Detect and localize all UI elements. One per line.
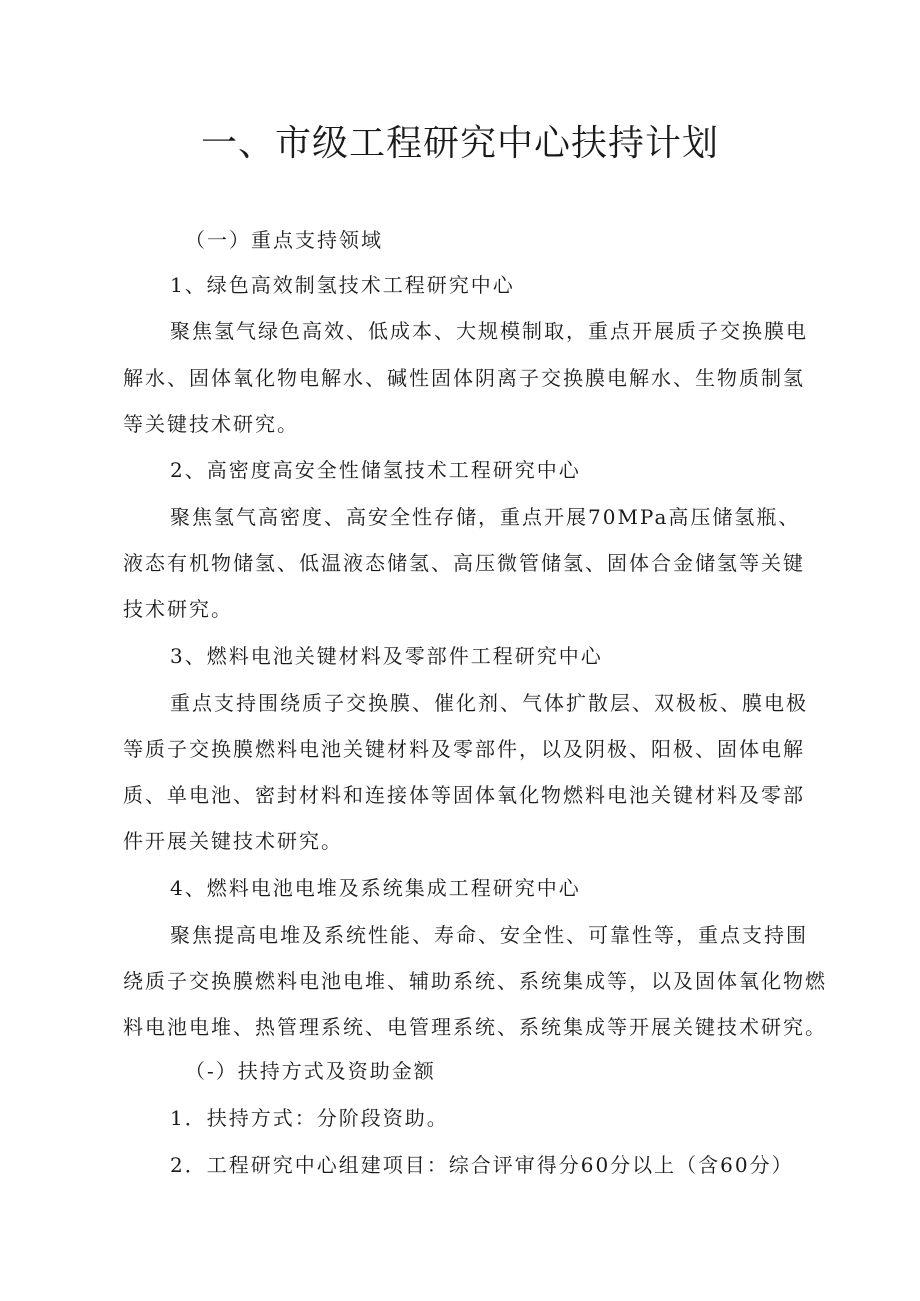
section-heading-key-areas: （一）重点支持领域: [185, 228, 383, 252]
support-line-1: 1．扶持方式：分阶段资助。: [170, 1106, 449, 1130]
item-3-line-3: 质、单电池、密封材料和连接体等固体氧化物燃料电池关键材料及零部: [123, 783, 805, 807]
section-heading-support-method: （-）扶持方式及资助金额: [185, 1059, 436, 1083]
support-line-2: 2．工程研究中心组建项目：综合评审得分60分以上（含60分）: [170, 1153, 794, 1177]
item-4-line-2: 绕质子交换膜燃料电池电堆、辅助系统、系统集成等，以及固体氧化物燃: [123, 969, 827, 993]
item-4-line-1: 聚焦提高电堆及系统性能、寿命、安全性、可靠性等，重点支持围: [170, 923, 808, 947]
item-1-line-1: 聚焦氢气绿色高效、低成本、大规模制取，重点开展质子交换膜电: [170, 319, 808, 343]
item-3-line-4: 件开展关键技术研究。: [123, 829, 343, 853]
item-2-line-3: 技术研究。: [123, 597, 233, 621]
item-2-line-1: 聚焦氢气高密度、高安全性存储，重点开展70MPa高压储氢瓶、: [170, 505, 801, 529]
item-1-line-3: 等关键技术研究。: [123, 412, 299, 436]
item-heading-2: 2、高密度高安全性储氢技术工程研究中心: [170, 458, 581, 482]
item-heading-1: 1、绿色高效制氢技术工程研究中心: [170, 273, 515, 297]
item-2-line-2: 液态有机物储氢、低温液态储氢、高压微管储氢、固体合金储氢等关键: [123, 551, 805, 575]
item-4-line-3: 料电池电堆、热管理系统、电管理系统、系统集成等开展关键技术研究。: [123, 1015, 827, 1039]
item-heading-4: 4、燃料电池电堆及系统集成工程研究中心: [170, 876, 581, 900]
item-heading-3: 3、燃料电池关键材料及零部件工程研究中心: [170, 644, 603, 668]
page-title: 一、市级工程研究中心扶持计划: [200, 123, 719, 164]
item-3-line-2: 等质子交换膜燃料电池关键材料及零部件，以及阴极、阳极、固体电解: [123, 737, 805, 761]
item-1-line-2: 解水、固体氧化物电解水、碱性固体阴离子交换膜电解水、生物质制氢: [123, 366, 805, 390]
item-3-line-1: 重点支持围绕质子交换膜、催化剂、气体扩散层、双极板、膜电极: [170, 691, 808, 715]
